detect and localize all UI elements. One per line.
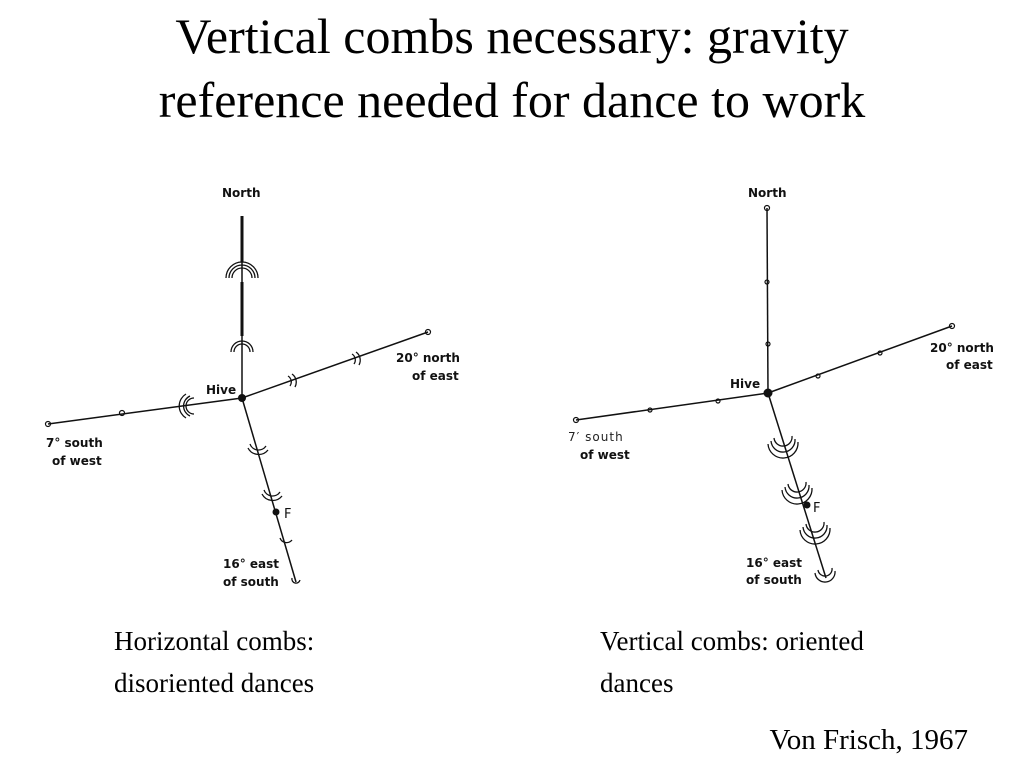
title-line-1: Vertical combs necessary: gravity: [175, 8, 849, 64]
north-label: North: [222, 186, 261, 200]
east-label-line-1: 20° north: [930, 341, 994, 355]
left-caption: [114, 620, 314, 704]
left-caption-line-1: Horizontal combs:: [114, 626, 315, 656]
hive-dot: [238, 394, 246, 402]
south-label-line-1: 16° east: [746, 556, 802, 570]
feeder-label: F: [813, 501, 821, 516]
east-route-line: [242, 332, 428, 398]
title-line-2: reference needed for dance to work: [158, 72, 866, 128]
right-caption: [600, 620, 864, 704]
feeder-dot: [804, 502, 811, 509]
east-route-line: [768, 326, 952, 393]
citation: Von Frisch, 1967: [769, 724, 968, 756]
south-route-line: [242, 398, 296, 582]
west-label-line-2: of west: [52, 454, 102, 468]
west-label-line-2: of west: [580, 448, 630, 462]
east-label-line-2: of east: [412, 369, 459, 383]
north-label: North: [748, 186, 787, 200]
right-caption-line-2: dances: [600, 668, 674, 698]
south-label-line-1: 16° east: [223, 557, 279, 571]
right-caption-line-1: Vertical combs: oriented: [600, 626, 864, 656]
south-route-line: [768, 393, 826, 578]
horizontal-comb-diagram: [46, 216, 431, 583]
hive-label: Hive: [206, 383, 237, 397]
feeder-dot: [273, 509, 280, 516]
west-route-line: [48, 398, 242, 424]
feeder-label: F: [284, 507, 292, 522]
hive-dot: [764, 389, 773, 398]
east-label-line-1: 20° north: [396, 351, 460, 365]
west-route-line: [576, 393, 768, 420]
south-label-line-2: of south: [746, 573, 802, 587]
vertical-comb-diagram: [574, 206, 955, 583]
west-label-line-1: 7′ south: [568, 430, 624, 444]
left-caption-line-2: disoriented dances: [114, 668, 315, 698]
west-label-line-1: 7° south: [46, 436, 103, 450]
east-label-line-2: of east: [946, 358, 993, 372]
north-route-line: [767, 208, 768, 393]
south-label-line-2: of south: [223, 575, 279, 589]
hive-label: Hive: [730, 377, 761, 391]
